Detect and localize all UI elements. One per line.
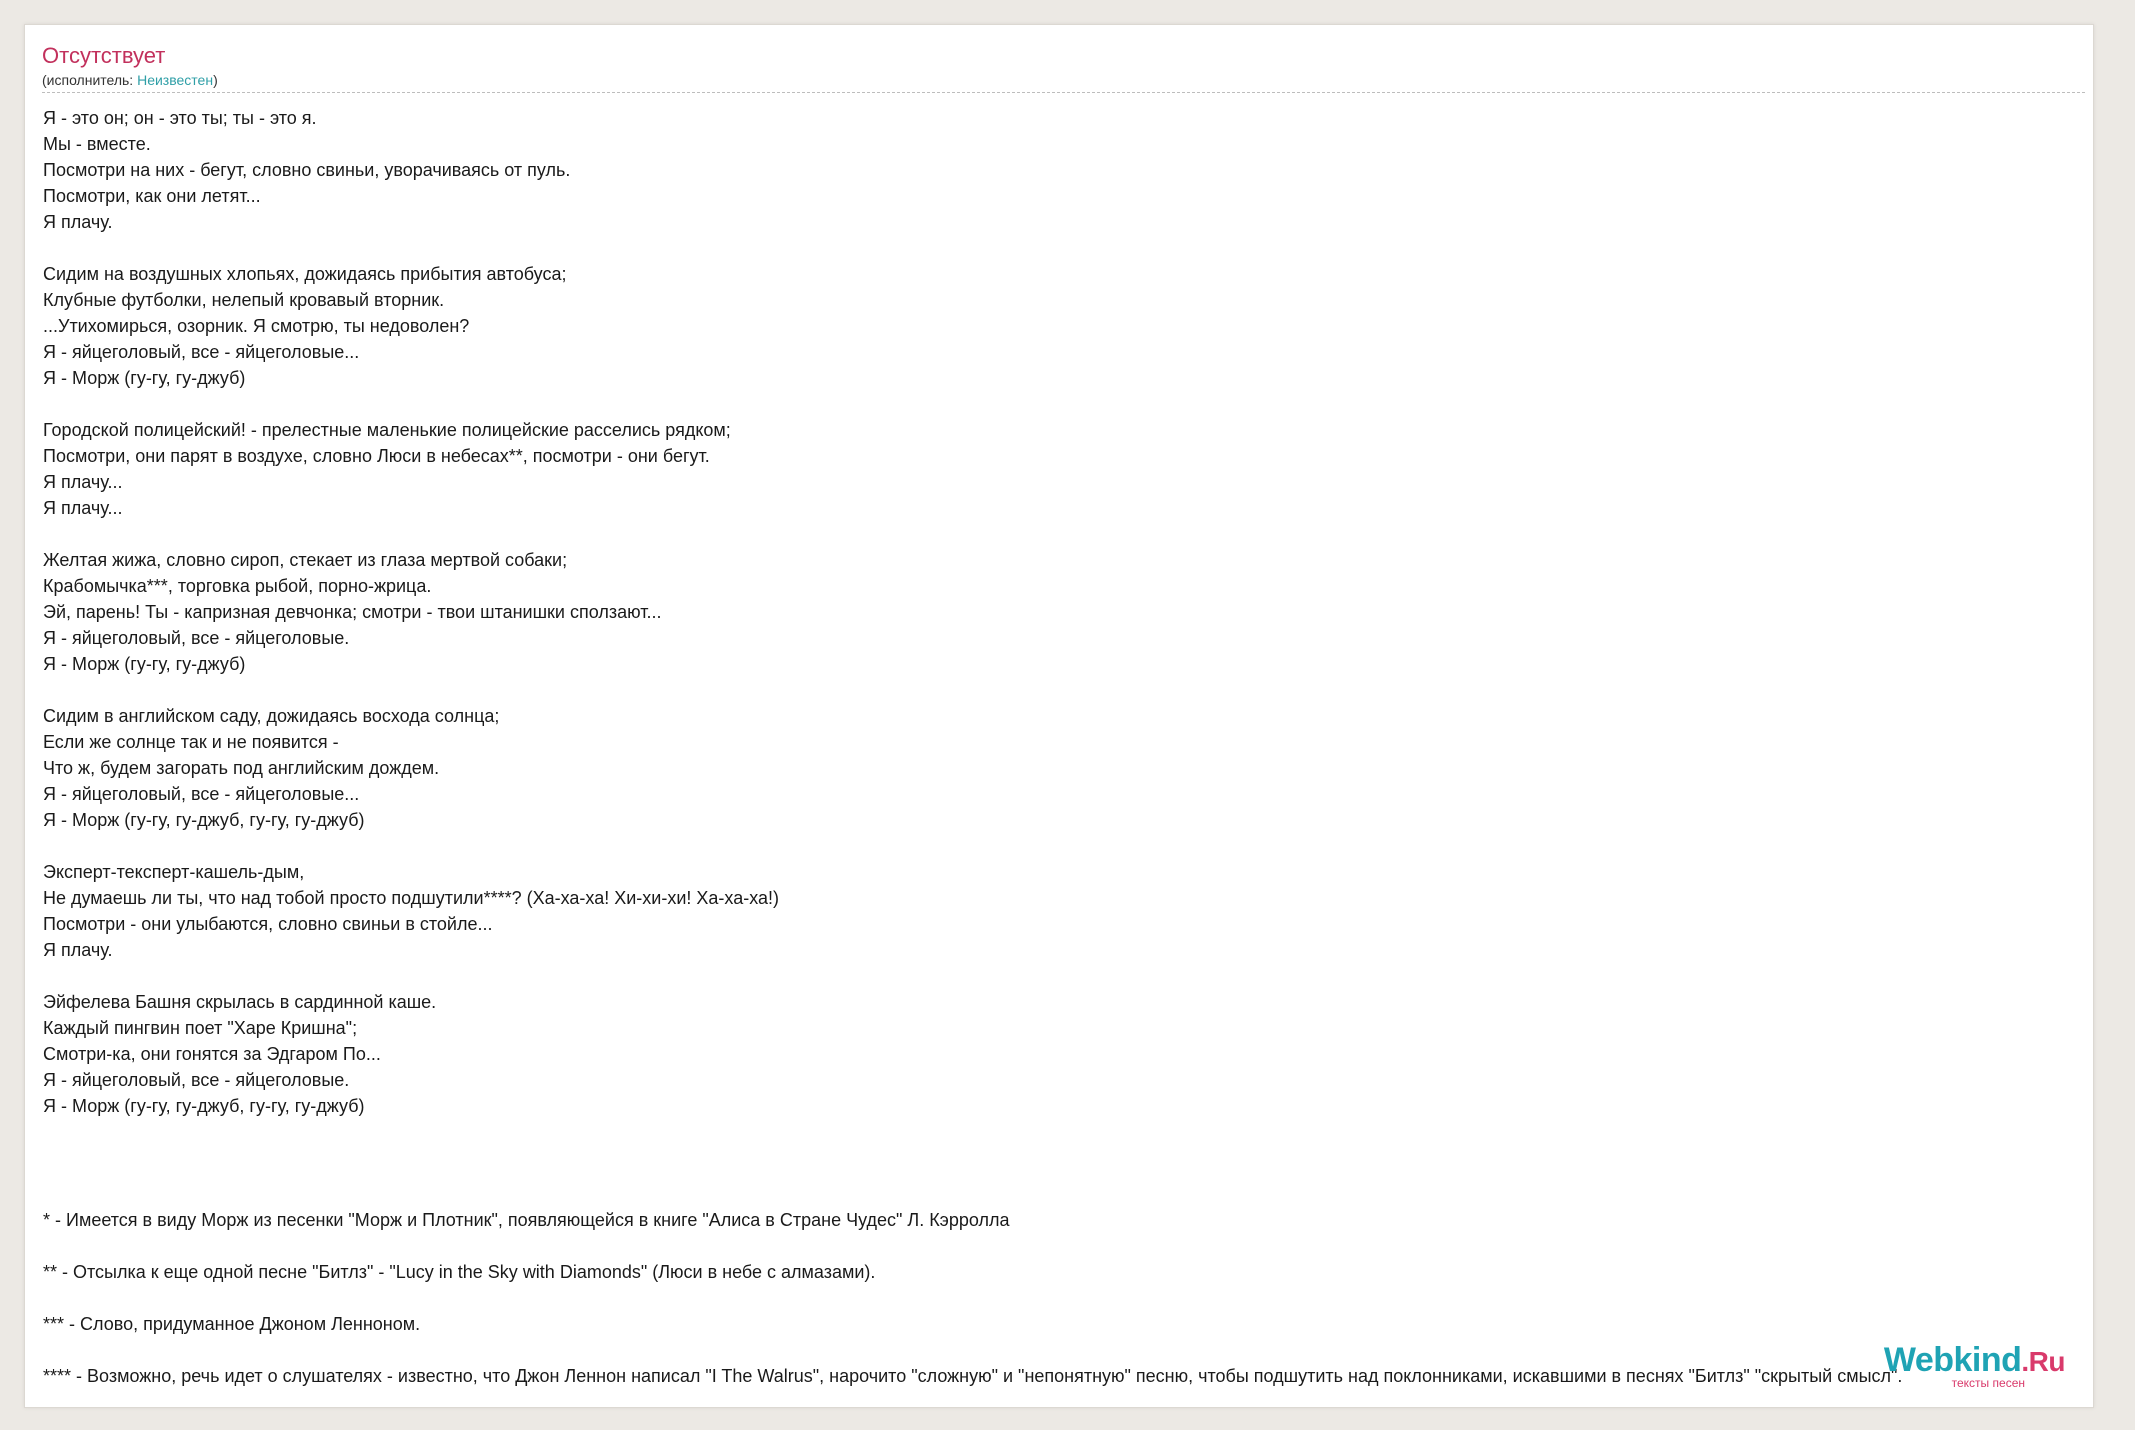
lyrics-card [24, 24, 2094, 1408]
performer-prefix: (исполнитель: [42, 72, 138, 88]
blank-line [43, 521, 2094, 547]
lyrics-line: Если же солнце так и не появится - [43, 732, 339, 752]
lyrics-line: Я - яйцеголовый, все - яйцеголовые. [43, 628, 350, 648]
lyrics-line: Каждый пингвин поет "Харе Кришна"; [43, 1018, 358, 1038]
lyrics-line: Я плачу... [43, 472, 123, 492]
lyrics-text [43, 105, 2094, 1119]
lyrics-line: Посмотри на них - бегут, словно свиньи, уворачиваясь от пуль. [43, 160, 571, 180]
lyrics-line: Я плачу. [43, 212, 113, 232]
logo-main-text: Webkind [1883, 1341, 2022, 1379]
logo-subtitle: тексты песен [1951, 1376, 2025, 1390]
lyrics-line: ...Утихомирься, озорник. Я смотрю, ты недоволен? [43, 316, 470, 336]
lyrics-line: Я - яйцеголовый, все - яйцеголовые. [43, 1070, 350, 1090]
footnotes-text [43, 1207, 2094, 1389]
lyrics-line: Сидим на воздушных хлопьях, дожидаясь прибытия автобуса; [43, 264, 567, 284]
lyrics-line: Посмотри, как они летят... [43, 186, 261, 206]
blank-line [43, 677, 2094, 703]
blank-line [43, 1337, 2094, 1363]
lyrics-line: Желтая жижа, словно сироп, стекает из глаза мертвой собаки; [43, 550, 568, 570]
lyrics-line: Крабомычка***, торговка рыбой, порно-жрица. [43, 576, 432, 596]
footnote-line: **** - Возможно, речь идет о слушателях - известно, что Джон Леннон написал "I The Walrus", нарочито "сложную" и "непонятную" песню, чтобы подшутить над поклонниками, искавшими в песнях "Битлз" "скрытый смысл". [43, 1366, 1903, 1386]
lyrics-line: Городской полицейский! - прелестные маленькие полицейские расселись рядком; [43, 420, 731, 440]
performer-suffix: ) [213, 72, 218, 88]
blank-line [43, 1233, 2094, 1259]
lyrics-line: Мы - вместе. [43, 134, 151, 154]
site-logo[interactable] [1884, 1343, 2065, 1389]
blank-line [43, 391, 2094, 417]
footnote-line: * - Имеется в виду Морж из песенки "Морж и Плотник", появляющейся в книге "Алиса в Стране Чудес" Л. Кэрролла [43, 1210, 1010, 1230]
lyrics-line: Я - яйцеголовый, все - яйцеголовые... [43, 342, 360, 362]
lyrics-line: Я - Морж (гу-гу, гу-джуб) [43, 654, 246, 674]
lyrics-line: Я плачу... [43, 498, 123, 518]
lyrics-line: Что ж, будем загорать под английским дождем. [43, 758, 440, 778]
song-title: Отсутствует [42, 43, 166, 68]
lyrics-line: Я - Морж (гу-гу, гу-джуб, гу-гу, гу-джуб) [43, 1096, 365, 1116]
blank-line [43, 235, 2094, 261]
lyrics-line: Клубные футболки, нелепый кровавый вторник. [43, 290, 445, 310]
lyrics-line: Я плачу. [43, 940, 113, 960]
lyrics-line: Не думаешь ли ты, что над тобой просто подшутили****? (Ха-ха-ха! Хи-хи-хи! Ха-ха-ха!) [43, 888, 779, 908]
lyrics-line: Я - Морж (гу-гу, гу-джуб) [43, 368, 246, 388]
lyrics-line: Эй, парень! Ты - капризная девчонка; смотри - твои штанишки сползают... [43, 602, 662, 622]
blank-line [43, 833, 2094, 859]
lyrics-line: Я - это он; он - это ты; ты - это я. [43, 108, 317, 128]
blank-line [43, 963, 2094, 989]
lyrics-line: Сидим в английском саду, дожидаясь восхода солнца; [43, 706, 500, 726]
song-header [42, 43, 2083, 89]
lyrics-line: Посмотри - они улыбаются, словно свиньи в стойле... [43, 914, 493, 934]
footnote-line: ** - Отсылка к еще одной песне "Битлз" - "Lucy in the Sky with Diamonds" (Люси в небе с алмазами). [43, 1262, 876, 1282]
logo-wordmark [1884, 1343, 2065, 1379]
lyrics-line: Эксперт-тексперт-кашель-дым, [43, 862, 305, 882]
performer-link[interactable]: Неизвестен [137, 72, 214, 88]
lyrics-line: Смотри-ка, они гонятся за Эдгаром По... [43, 1044, 381, 1064]
footnote-line: *** - Слово, придуманное Джоном Ленноном. [43, 1314, 421, 1334]
lyrics-line: Я - Морж (гу-гу, гу-джуб, гу-гу, гу-джуб) [43, 810, 365, 830]
blank-line [43, 1285, 2094, 1311]
lyrics-line: Посмотри, они парят в воздухе, словно Люси в небесах**, посмотри - они бегут. [43, 446, 710, 466]
performer-line [42, 71, 2083, 89]
logo-suffix-text: .Ru [2021, 1346, 2065, 1377]
lyrics-line: Я - яйцеголовый, все - яйцеголовые... [43, 784, 360, 804]
lyrics-line: Эйфелева Башня скрылась в сардинной каше. [43, 992, 437, 1012]
header-divider [42, 92, 2085, 93]
